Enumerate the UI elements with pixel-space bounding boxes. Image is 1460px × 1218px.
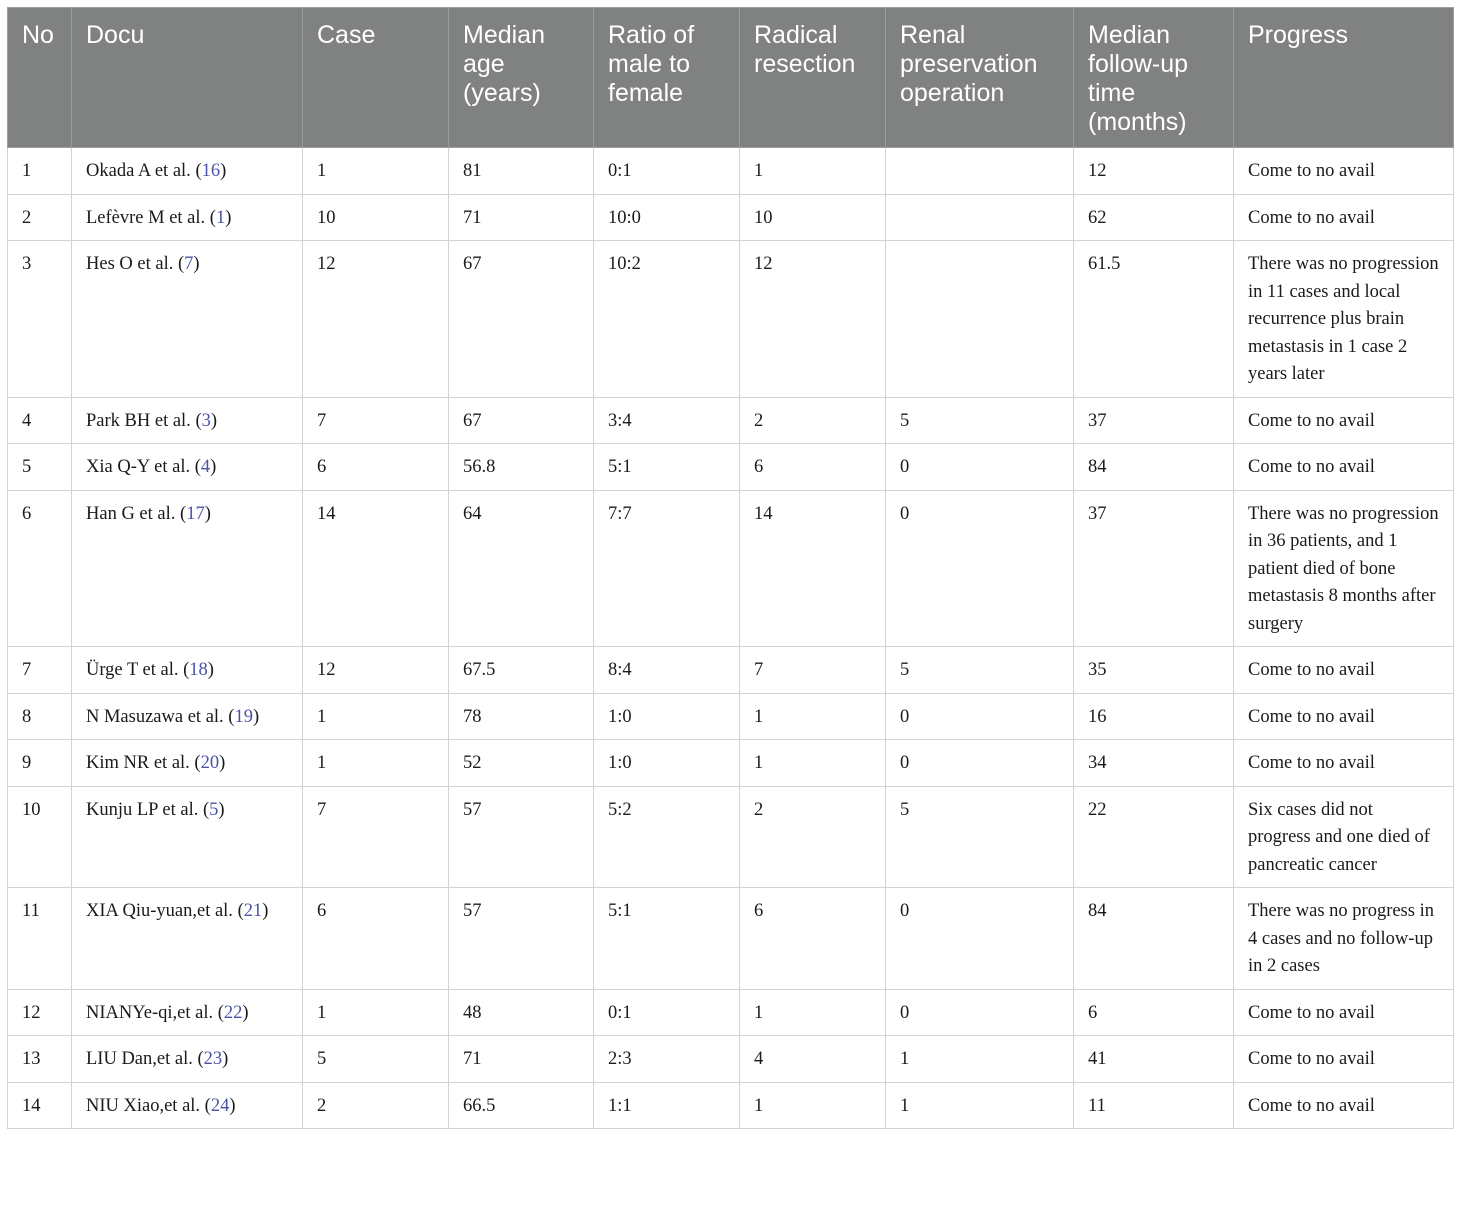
- author-name: XIA Qiu-yuan,et al.: [86, 901, 233, 921]
- cell-docu: NIU Xiao,et al. (24): [72, 1082, 303, 1129]
- cell-ratio: 7:7: [594, 490, 740, 647]
- cell-docu: Xia Q-Y et al. (4): [72, 444, 303, 491]
- cell-ratio: 0:1: [594, 148, 740, 195]
- reference-link[interactable]: 23: [203, 1049, 223, 1069]
- reference-link[interactable]: 24: [210, 1095, 230, 1116]
- table-row: [8, 693, 1454, 740]
- author-name: NIANYe-qi,et al.: [86, 1002, 214, 1023]
- cell-ratio: 8:4: [594, 647, 740, 694]
- cell-renal-preservation: 1: [886, 1082, 1074, 1129]
- header-progress: Progress: [1234, 8, 1454, 148]
- reference-link[interactable]: 1: [215, 207, 226, 228]
- cell-renal-preservation: 0: [886, 740, 1074, 787]
- cell-follow-up: 84: [1074, 888, 1234, 990]
- cell-radical-resection: 1: [740, 693, 886, 740]
- cell-progress: Come to no avail: [1234, 647, 1454, 694]
- reference-link[interactable]: 22: [223, 1002, 243, 1023]
- cell-case: 7: [303, 786, 449, 888]
- cell-no: 7: [8, 647, 72, 694]
- table-row: [8, 786, 1454, 888]
- cell-docu: Hes O et al. (7): [72, 241, 303, 398]
- table-row: [8, 444, 1454, 491]
- cell-follow-up: 6: [1074, 989, 1234, 1036]
- table-body: [8, 148, 1454, 1129]
- author-name: Xia Q-Y et al.: [86, 457, 191, 477]
- cell-follow-up: 22: [1074, 786, 1234, 888]
- cell-radical-resection: 1: [740, 989, 886, 1036]
- cell-renal-preservation: 1: [886, 1036, 1074, 1083]
- table-row: [8, 647, 1454, 694]
- author-name: N Masuzawa et al.: [86, 706, 224, 727]
- cell-case: 6: [303, 888, 449, 990]
- cell-radical-resection: 14: [740, 490, 886, 647]
- cell-progress: Come to no avail: [1234, 989, 1454, 1036]
- cell-no: 6: [8, 490, 72, 647]
- cell-progress: Come to no avail: [1234, 1036, 1454, 1083]
- reference-link[interactable]: 18: [189, 660, 208, 680]
- cell-follow-up: 61.5: [1074, 241, 1234, 398]
- cell-docu: XIA Qiu-yuan,et al. (21): [72, 888, 303, 990]
- author-name: Park BH et al.: [86, 410, 191, 431]
- cell-median-age: 56.8: [449, 444, 594, 491]
- cell-docu: Ürge T et al. (18): [72, 647, 303, 694]
- cell-median-age: 66.5: [449, 1082, 594, 1129]
- cell-ratio: 10:0: [594, 194, 740, 241]
- cell-follow-up: 37: [1074, 490, 1234, 647]
- cell-follow-up: 37: [1074, 397, 1234, 444]
- author-name: Ürge T et al.: [86, 660, 179, 680]
- header-case: Case: [303, 8, 449, 148]
- cell-no: 14: [8, 1082, 72, 1129]
- cell-ratio: 1:0: [594, 740, 740, 787]
- cell-radical-resection: 2: [740, 397, 886, 444]
- cell-follow-up: 41: [1074, 1036, 1234, 1083]
- cell-radical-resection: 1: [740, 1082, 886, 1129]
- cell-radical-resection: 1: [740, 740, 886, 787]
- cell-follow-up: 62: [1074, 194, 1234, 241]
- cell-docu: Kunju LP et al. (5): [72, 786, 303, 888]
- header-no: No: [8, 8, 72, 148]
- cell-no: 3: [8, 241, 72, 398]
- cell-radical-resection: 6: [740, 444, 886, 491]
- table-row: [8, 490, 1454, 647]
- author-name: Hes O et al.: [86, 254, 174, 274]
- header-median-age: Median age (years): [449, 8, 594, 148]
- cell-radical-resection: 2: [740, 786, 886, 888]
- cell-ratio: 10:2: [594, 241, 740, 398]
- reference-link[interactable]: 3: [201, 410, 211, 431]
- cell-median-age: 48: [449, 989, 594, 1036]
- cell-docu: Han G et al. (17): [72, 490, 303, 647]
- cell-ratio: 5:1: [594, 888, 740, 990]
- cell-docu: Lefèvre M et al. (1): [72, 194, 303, 241]
- cell-progress: Come to no avail: [1234, 397, 1454, 444]
- author-name: Han G et al.: [86, 503, 176, 524]
- cell-no: 12: [8, 989, 72, 1036]
- cell-renal-preservation: 0: [886, 888, 1074, 990]
- table-row: [8, 1082, 1454, 1129]
- cell-no: 1: [8, 148, 72, 195]
- author-name: LIU Dan,et al.: [86, 1049, 193, 1069]
- cell-no: 4: [8, 397, 72, 444]
- cell-case: 7: [303, 397, 449, 444]
- cell-renal-preservation: 0: [886, 693, 1074, 740]
- cell-follow-up: 34: [1074, 740, 1234, 787]
- cell-median-age: 67: [449, 397, 594, 444]
- cell-median-age: 52: [449, 740, 594, 787]
- cell-no: 5: [8, 444, 72, 491]
- cell-ratio: 5:1: [594, 444, 740, 491]
- cell-no: 2: [8, 194, 72, 241]
- table-row: [8, 397, 1454, 444]
- cell-median-age: 67: [449, 241, 594, 398]
- cell-case: 5: [303, 1036, 449, 1083]
- reference-link[interactable]: 4: [200, 457, 211, 477]
- cell-follow-up: 11: [1074, 1082, 1234, 1129]
- cell-case: 1: [303, 989, 449, 1036]
- table-row: [8, 989, 1454, 1036]
- author-name: NIU Xiao,et al.: [86, 1095, 201, 1116]
- table-row: [8, 888, 1454, 990]
- header-follow-up: Median follow-up time (months): [1074, 8, 1234, 148]
- reference-link[interactable]: 21: [243, 901, 263, 921]
- cell-progress: Come to no avail: [1234, 148, 1454, 195]
- reference-link[interactable]: 19: [234, 706, 253, 727]
- cell-no: 11: [8, 888, 72, 990]
- cell-follow-up: 84: [1074, 444, 1234, 491]
- cell-radical-resection: 6: [740, 888, 886, 990]
- cell-case: 1: [303, 693, 449, 740]
- cell-renal-preservation: [886, 241, 1074, 398]
- author-name: Lefèvre M et al.: [86, 207, 206, 228]
- cell-ratio: 2:3: [594, 1036, 740, 1083]
- cell-progress: Come to no avail: [1234, 194, 1454, 241]
- cell-radical-resection: 4: [740, 1036, 886, 1083]
- cell-case: 12: [303, 241, 449, 398]
- cell-progress: Come to no avail: [1234, 693, 1454, 740]
- cell-median-age: 67.5: [449, 647, 594, 694]
- literature-table: [7, 7, 1454, 1129]
- cell-ratio: 3:4: [594, 397, 740, 444]
- cell-docu: Okada A et al. (16): [72, 148, 303, 195]
- reference-link[interactable]: 17: [186, 503, 205, 524]
- cell-radical-resection: 7: [740, 647, 886, 694]
- table-row: [8, 1036, 1454, 1083]
- cell-ratio: 5:2: [594, 786, 740, 888]
- cell-case: 6: [303, 444, 449, 491]
- cell-ratio: 0:1: [594, 989, 740, 1036]
- table-row: [8, 740, 1454, 787]
- cell-progress: Six cases did not progress and one died of pancreatic cancer: [1234, 786, 1454, 888]
- cell-median-age: 57: [449, 888, 594, 990]
- cell-progress: Come to no avail: [1234, 740, 1454, 787]
- cell-progress: There was no progression in 11 cases and local recurrence plus brain metastasis in 1 case 2 years later: [1234, 241, 1454, 398]
- cell-renal-preservation: [886, 148, 1074, 195]
- cell-progress: There was no progress in 4 cases and no follow-up in 2 cases: [1234, 888, 1454, 990]
- cell-median-age: 71: [449, 1036, 594, 1083]
- reference-link[interactable]: 16: [201, 161, 221, 181]
- cell-renal-preservation: 5: [886, 647, 1074, 694]
- cell-case: 1: [303, 740, 449, 787]
- cell-case: 12: [303, 647, 449, 694]
- author-name: Okada A et al.: [86, 161, 191, 181]
- cell-docu: N Masuzawa et al. (19): [72, 693, 303, 740]
- cell-docu: Park BH et al. (3): [72, 397, 303, 444]
- cell-case: 2: [303, 1082, 449, 1129]
- cell-docu: LIU Dan,et al. (23): [72, 1036, 303, 1083]
- table-row: [8, 241, 1454, 398]
- cell-median-age: 81: [449, 148, 594, 195]
- cell-radical-resection: 12: [740, 241, 886, 398]
- header-ratio: Ratio of male to female: [594, 8, 740, 148]
- table-row: [8, 194, 1454, 241]
- header-docu: Docu: [72, 8, 303, 148]
- header-radical-resection: Radical resection: [740, 8, 886, 148]
- reference-link[interactable]: 7: [184, 254, 194, 274]
- cell-follow-up: 12: [1074, 148, 1234, 195]
- cell-renal-preservation: 0: [886, 989, 1074, 1036]
- cell-case: 14: [303, 490, 449, 647]
- cell-renal-preservation: [886, 194, 1074, 241]
- cell-renal-preservation: 5: [886, 397, 1074, 444]
- cell-case: 10: [303, 194, 449, 241]
- table-row: [8, 148, 1454, 195]
- cell-median-age: 64: [449, 490, 594, 647]
- cell-no: 8: [8, 693, 72, 740]
- header-renal-preservation: Renal preservation operation: [886, 8, 1074, 148]
- cell-progress: There was no progression in 36 patients, and 1 patient died of bone metastasis 8 months after surgery: [1234, 490, 1454, 647]
- cell-case: 1: [303, 148, 449, 195]
- cell-median-age: 78: [449, 693, 594, 740]
- cell-radical-resection: 10: [740, 194, 886, 241]
- cell-ratio: 1:1: [594, 1082, 740, 1129]
- cell-renal-preservation: 0: [886, 444, 1074, 491]
- reference-link[interactable]: 5: [209, 799, 219, 820]
- cell-ratio: 1:0: [594, 693, 740, 740]
- cell-no: 10: [8, 786, 72, 888]
- header-row: [8, 8, 1454, 148]
- cell-radical-resection: 1: [740, 148, 886, 195]
- cell-renal-preservation: 0: [886, 490, 1074, 647]
- cell-median-age: 71: [449, 194, 594, 241]
- cell-median-age: 57: [449, 786, 594, 888]
- cell-docu: NIANYe-qi,et al. (22): [72, 989, 303, 1036]
- author-name: Kunju LP et al.: [86, 799, 199, 820]
- reference-link[interactable]: 20: [200, 753, 220, 773]
- cell-follow-up: 16: [1074, 693, 1234, 740]
- cell-no: 13: [8, 1036, 72, 1083]
- cell-progress: Come to no avail: [1234, 1082, 1454, 1129]
- cell-docu: Kim NR et al. (20): [72, 740, 303, 787]
- cell-follow-up: 35: [1074, 647, 1234, 694]
- author-name: Kim NR et al.: [86, 753, 190, 773]
- cell-renal-preservation: 5: [886, 786, 1074, 888]
- cell-progress: Come to no avail: [1234, 444, 1454, 491]
- cell-no: 9: [8, 740, 72, 787]
